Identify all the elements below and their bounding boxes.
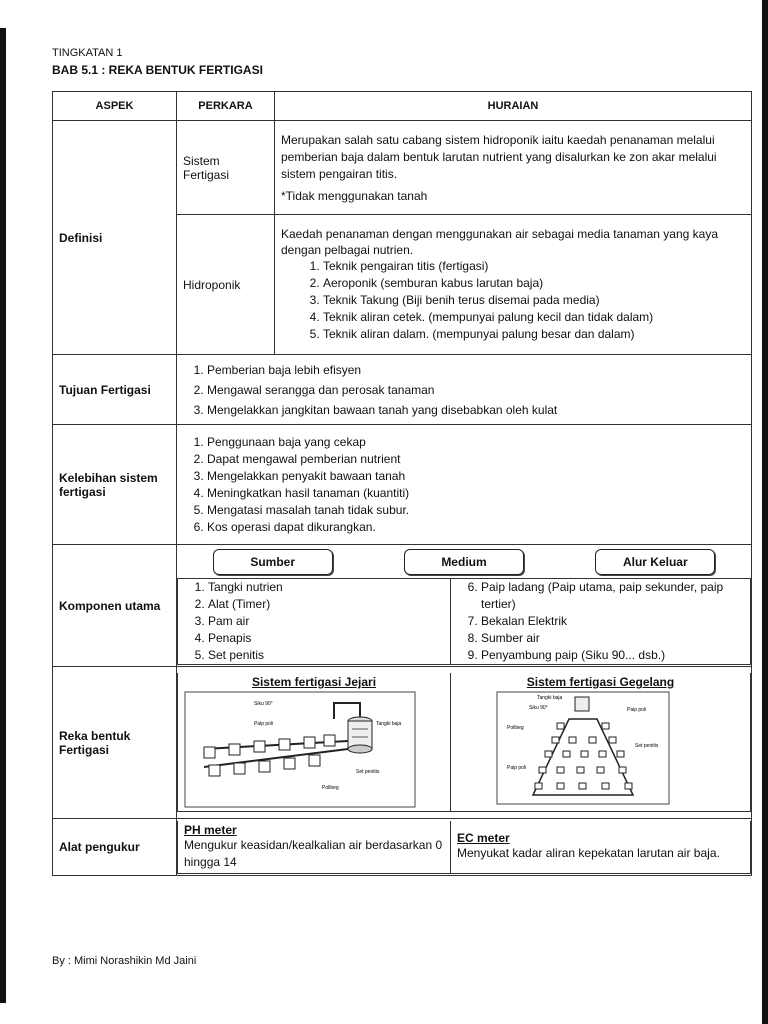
row-reka-bentuk <box>53 667 752 819</box>
pill-medium: Medium <box>404 549 524 575</box>
label-paip-poli: Paip poli <box>254 721 274 727</box>
pill-sumber: Sumber <box>213 549 333 575</box>
komponen-lists <box>177 578 751 665</box>
page-title: BAB 5.1 : REKA BENTUK FERTIGASI <box>52 63 263 77</box>
list-item: 1. Teknik pengairan titis (fertigasi) <box>323 258 745 275</box>
list-item: 5. Set penitis <box>208 647 444 664</box>
sistem-note: *Tidak menggunakan tanah <box>281 189 428 203</box>
list-item: 1. Penggunaan baja yang cekap <box>207 434 745 451</box>
aspek-reka-bentuk: Reka bentuk Fertigasi <box>53 667 177 819</box>
scan-edge-right <box>762 0 768 1024</box>
reka-diagrams <box>177 673 751 812</box>
perkara-sistem-fertigasi: Sistem Fertigasi <box>177 121 275 215</box>
list-item: 4. Teknik aliran cetek. (mempunyai palung kecil dan tidak dalam) <box>323 309 745 326</box>
alat-columns <box>177 821 751 874</box>
aspek-komponen: Komponen utama <box>53 545 177 667</box>
huraian-komponen <box>177 545 752 667</box>
huraian-alat-pengukur <box>177 819 752 876</box>
ec-meter-text: Menyukat kadar aliran kepekatan larutan air baja. <box>457 846 720 860</box>
list-item: 3. Mengelakkan jangkitan bawaan tanah yang disebabkan oleh kulat <box>207 400 745 420</box>
huraian-sistem-fertigasi <box>275 121 752 215</box>
list-item: 6. Kos operasi dapat dikurangkan. <box>207 519 745 536</box>
ec-meter-title: EC meter <box>457 831 510 845</box>
ph-meter-text: Mengukur keasidan/kealkalian air berdasarkan 0 hingga 14 <box>184 837 443 869</box>
list-item: 8. Sumber air <box>481 630 744 647</box>
label-paip-poli: Paip poli <box>507 765 527 771</box>
table-header-row <box>53 92 752 121</box>
list-item: 2. Mengawal serangga dan perosak tanaman <box>207 380 745 400</box>
jejari-diagram <box>184 689 444 809</box>
list-item: 5. Mengatasi masalah tanah tidak subur. <box>207 502 745 519</box>
list-item: 6. Paip ladang (Paip utama, paip sekunder, paip tertier) <box>481 579 744 613</box>
aspek-definisi: Definisi <box>53 121 177 355</box>
notes-table <box>52 91 752 876</box>
list-item: 2. Dapat mengawal pemberian nutrient <box>207 451 745 468</box>
row-komponen <box>53 545 752 667</box>
jejari-title: Sistem fertigasi Jejari <box>251 675 377 689</box>
hidroponik-definition: Kaedah penanaman dengan menggunakan air sebagai media tanaman yang kaya dengan pelbagai nutrien. <box>281 227 718 257</box>
label-paip-poli: Paip poli <box>627 707 647 713</box>
gegelang-title: Sistem fertigasi Gegelang <box>526 675 675 689</box>
label-siku: Siku 90° <box>529 705 548 711</box>
label-tangki-baja: Tangki baja <box>537 695 563 701</box>
ph-meter-title: PH meter <box>184 822 237 837</box>
header-huraian: HURAIAN <box>275 92 752 121</box>
row-definisi-sistem <box>53 121 752 215</box>
row-tujuan <box>53 355 752 425</box>
huraian-hidroponik <box>275 215 752 355</box>
list-item: 1. Pemberian baja lebih efisyen <box>207 360 745 380</box>
huraian-reka-bentuk <box>177 667 752 819</box>
row-alat-pengukur <box>53 819 752 876</box>
list-item: 2. Alat (Timer) <box>208 596 444 613</box>
aspek-alat-pengukur: Alat pengukur <box>53 819 177 876</box>
label-set-penitis: Set penitis <box>635 743 659 749</box>
list-item: 2. Aeroponik (semburan kabus larutan baja) <box>323 275 745 292</box>
aspek-kelebihan: Kelebihan sistem fertigasi <box>53 425 177 545</box>
row-kelebihan <box>53 425 752 545</box>
list-item: 3. Teknik Takung (Biji benih terus disemai pada media) <box>323 292 745 309</box>
list-item: 1. Tangki nutrien <box>208 579 444 596</box>
list-item: 7. Bekalan Elektrik <box>481 613 744 630</box>
form-level: TINGKATAN 1 <box>52 47 123 59</box>
list-item: 4. Meningkatkan hasil tanaman (kuantiti) <box>207 485 745 502</box>
huraian-tujuan <box>177 355 752 425</box>
label-polibeg: Polibeg <box>322 785 339 791</box>
komponen-categories <box>177 546 751 578</box>
list-item: 9. Penyambung paip (Siku 90... dsb.) <box>481 647 744 664</box>
perkara-hidroponik: Hidroponik <box>177 215 275 355</box>
header-perkara: PERKARA <box>177 92 275 121</box>
scan-edge-left <box>0 28 6 1003</box>
header-aspek: ASPEK <box>53 92 177 121</box>
list-item: 4. Penapis <box>208 630 444 647</box>
label-tangki-baja: Tangki baja <box>376 721 402 727</box>
huraian-kelebihan <box>177 425 752 545</box>
pill-alur-keluar: Alur Keluar <box>595 549 715 575</box>
sistem-definition: Merupakan salah satu cabang sistem hidroponik iaitu kaedah penanaman melalui pemberian baja dalam bentuk larutan nutrient yang disalurkan ke zon akar melalui sistem pengairan titis. <box>281 133 717 181</box>
gegelang-diagram <box>457 689 744 809</box>
label-polibeg: Polibeg <box>507 725 524 731</box>
list-item: 5. Teknik aliran dalam. (mempunyai palung besar dan dalam) <box>323 326 745 343</box>
aspek-tujuan: Tujuan Fertigasi <box>53 355 177 425</box>
label-siku: Siku 90° <box>254 701 273 707</box>
list-item: 3. Pam air <box>208 613 444 630</box>
label-set-penitis: Set penitis <box>356 769 380 775</box>
list-item: 3. Mengelakkan penyakit bawaan tanah <box>207 468 745 485</box>
author-footer: By : Mimi Norashikin Md Jaini <box>52 955 197 967</box>
